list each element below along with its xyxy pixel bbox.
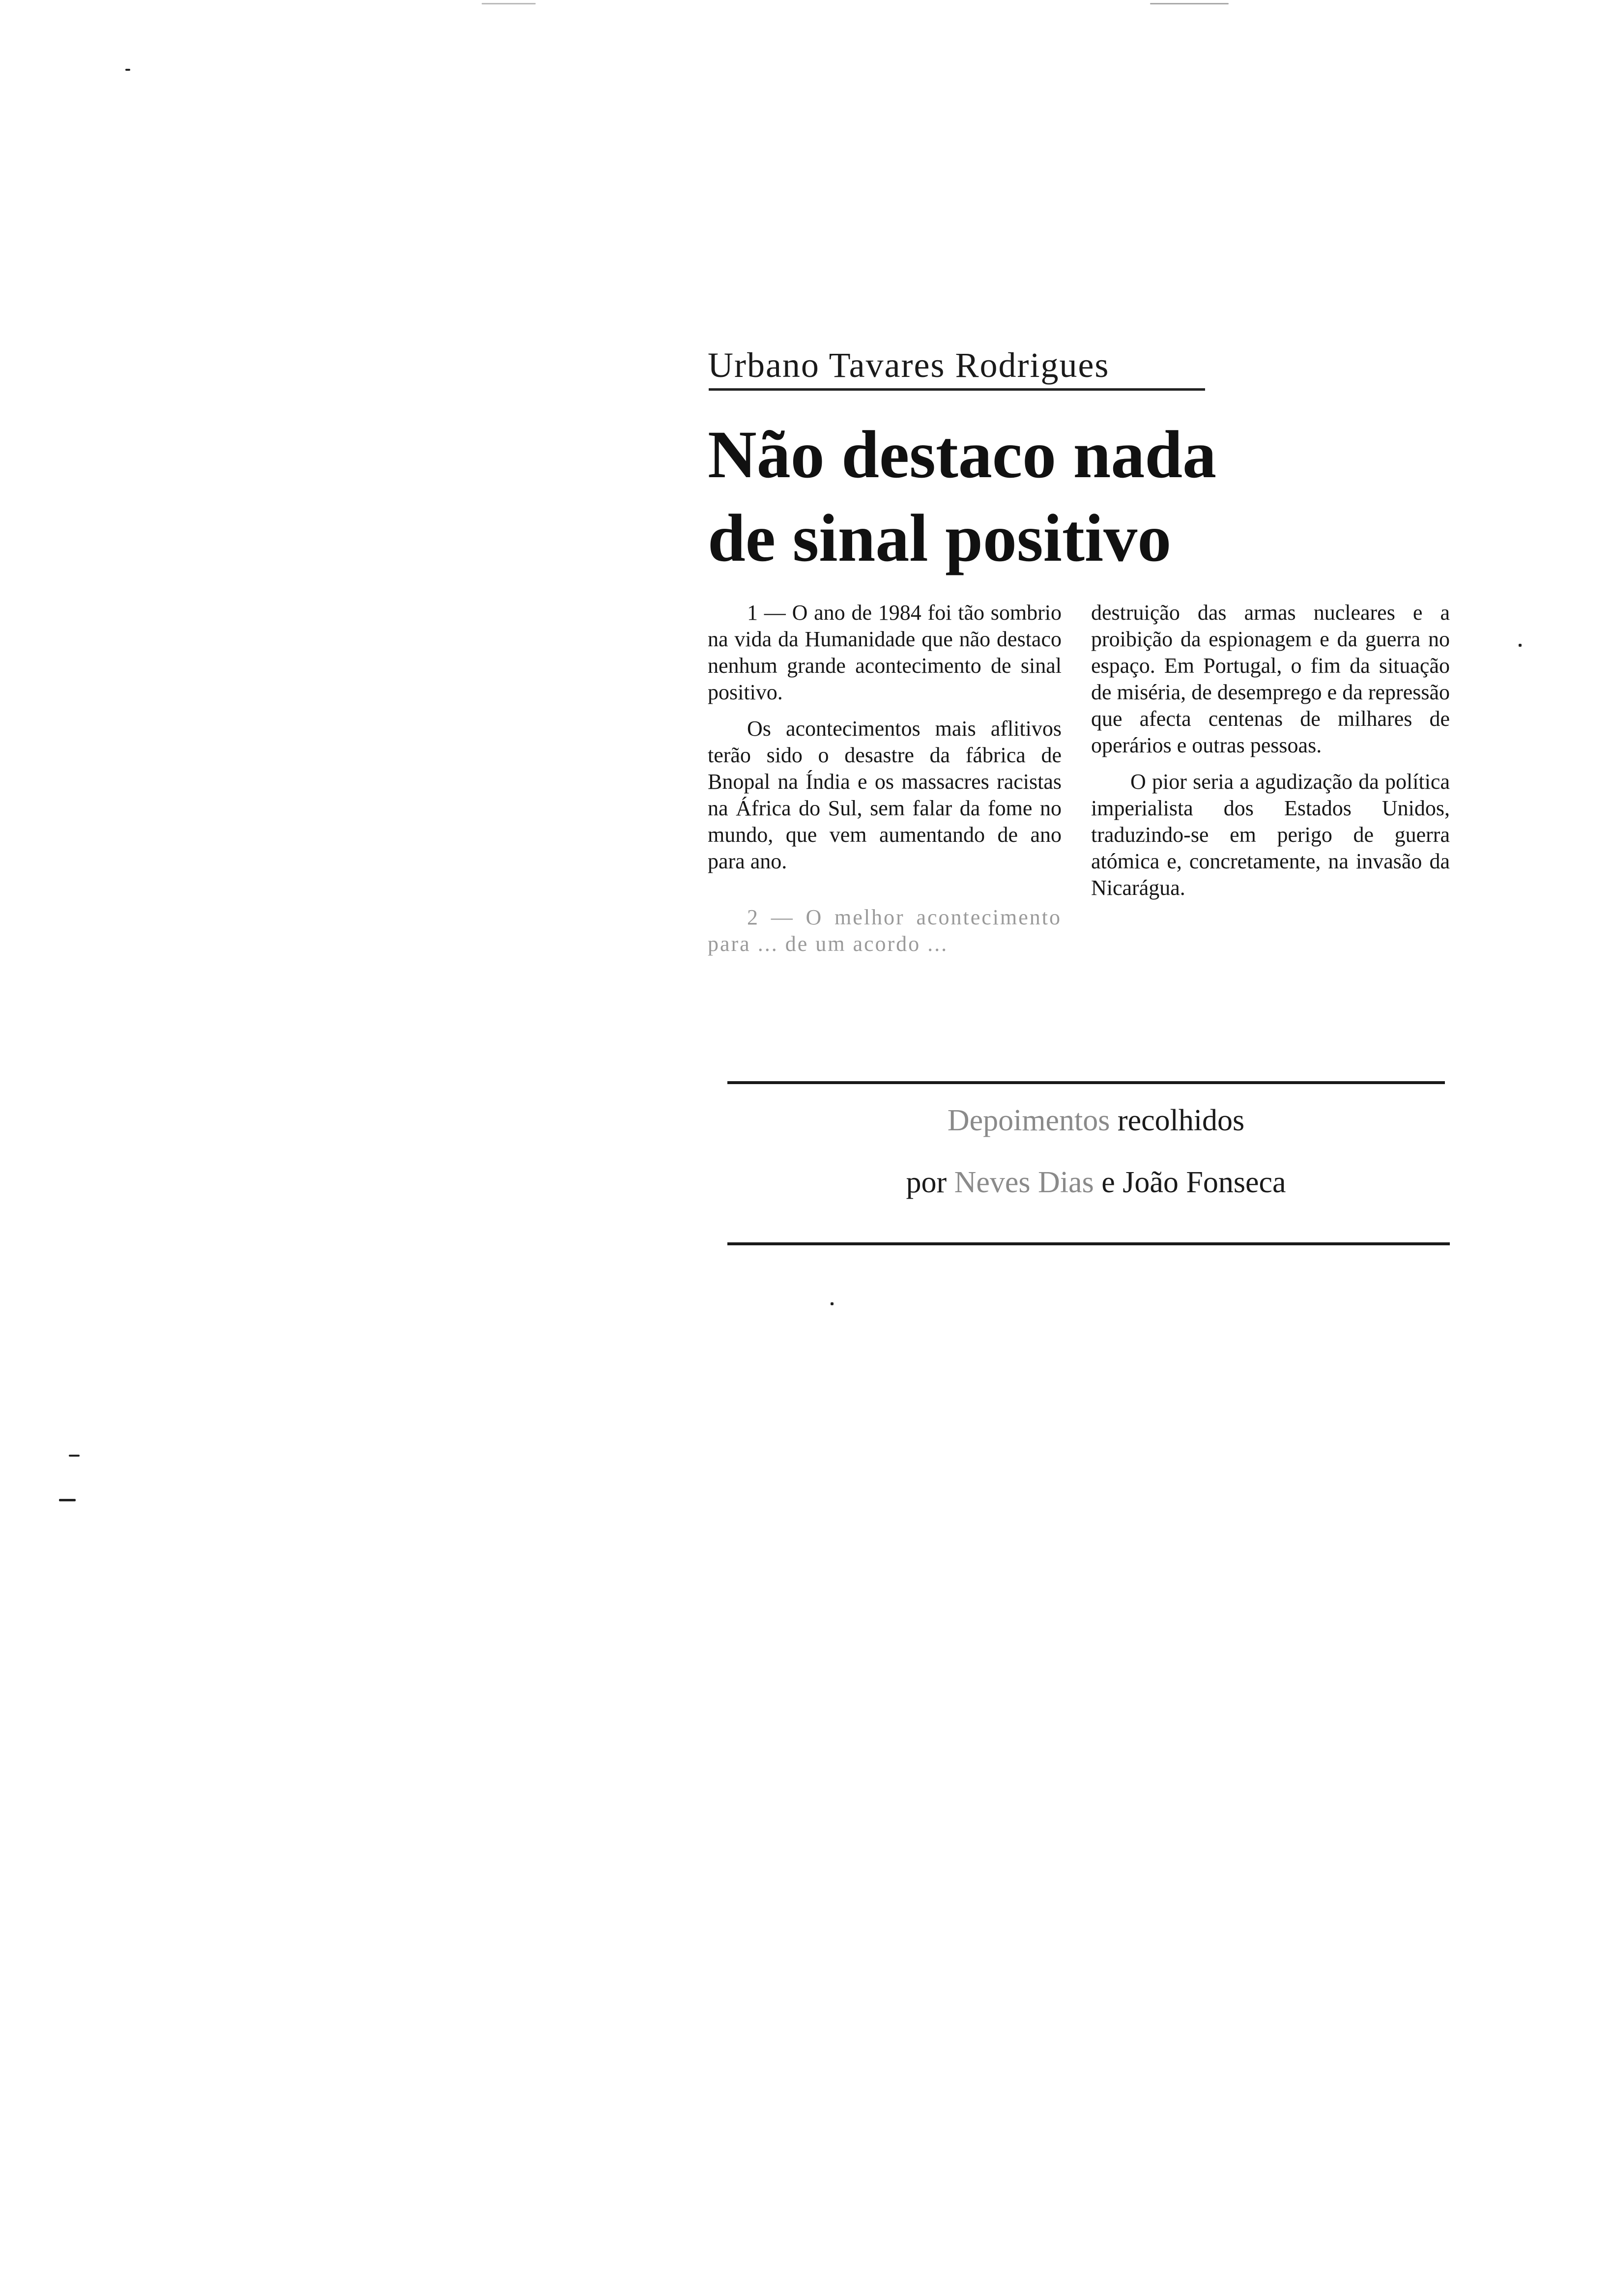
credit-block [777,1101,1415,1202]
scan-mark [1150,3,1229,4]
scan-mark [125,69,130,71]
headline [708,413,1216,580]
author-name: Urbano Tavares Rodrigues [708,345,1110,385]
credit-word-faded: Depoimentos [947,1104,1110,1137]
scan-mark [482,3,536,4]
credit-names-faded: Neves Dias [954,1166,1094,1199]
divider-rule [727,1081,1445,1084]
credit-line-1 [777,1101,1415,1140]
newspaper-clipping [698,334,1465,1268]
credit-line-2 [777,1163,1415,1202]
paragraph: destruição das armas nucleares e a proibição da espionagem e da guerra no espaço. Em Portugal, o fim da situação de miséria, de desemprego e da repressão que afecta centenas de milhares de operários e outras pessoas. [1091,601,1450,757]
paragraph: O pior seria a agudização da política imperialista dos Estados Unidos, traduzindo-se em perigo de guerra atómica e, concretamente, na invasão da Nicarágua. [1091,770,1450,900]
paragraph: 1 — O ano de 1984 foi tão sombrio na vida da Humanidade que não destaco nenhum grande acontecimento de sinal positivo. [708,601,1062,704]
headline-line-1: Não destaco nada [708,417,1217,492]
headline-line-2: de sinal positivo [708,500,1172,575]
paragraph-faded: 2 — O melhor acontecimento para ... de um acordo ... [708,905,1062,956]
credit-word: e João Fonseca [1101,1166,1286,1199]
right-column [1091,600,1450,901]
scan-mark [69,1455,80,1457]
scan-mark [831,1302,834,1305]
scan-mark [59,1499,76,1501]
left-column [708,600,1062,957]
author-underline [709,388,1205,391]
credit-word: por [906,1166,947,1199]
divider-rule [727,1242,1450,1245]
paragraph: Os acontecimentos mais aflitivos terão sido o desastre da fábrica de Bnopal na Índia e os massacres racistas na África do Sul, sem falar da fome no mundo, que vem aumentando de ano para ano. [708,717,1062,873]
scan-mark [1519,644,1522,647]
credit-word: recolhidos [1117,1104,1245,1137]
